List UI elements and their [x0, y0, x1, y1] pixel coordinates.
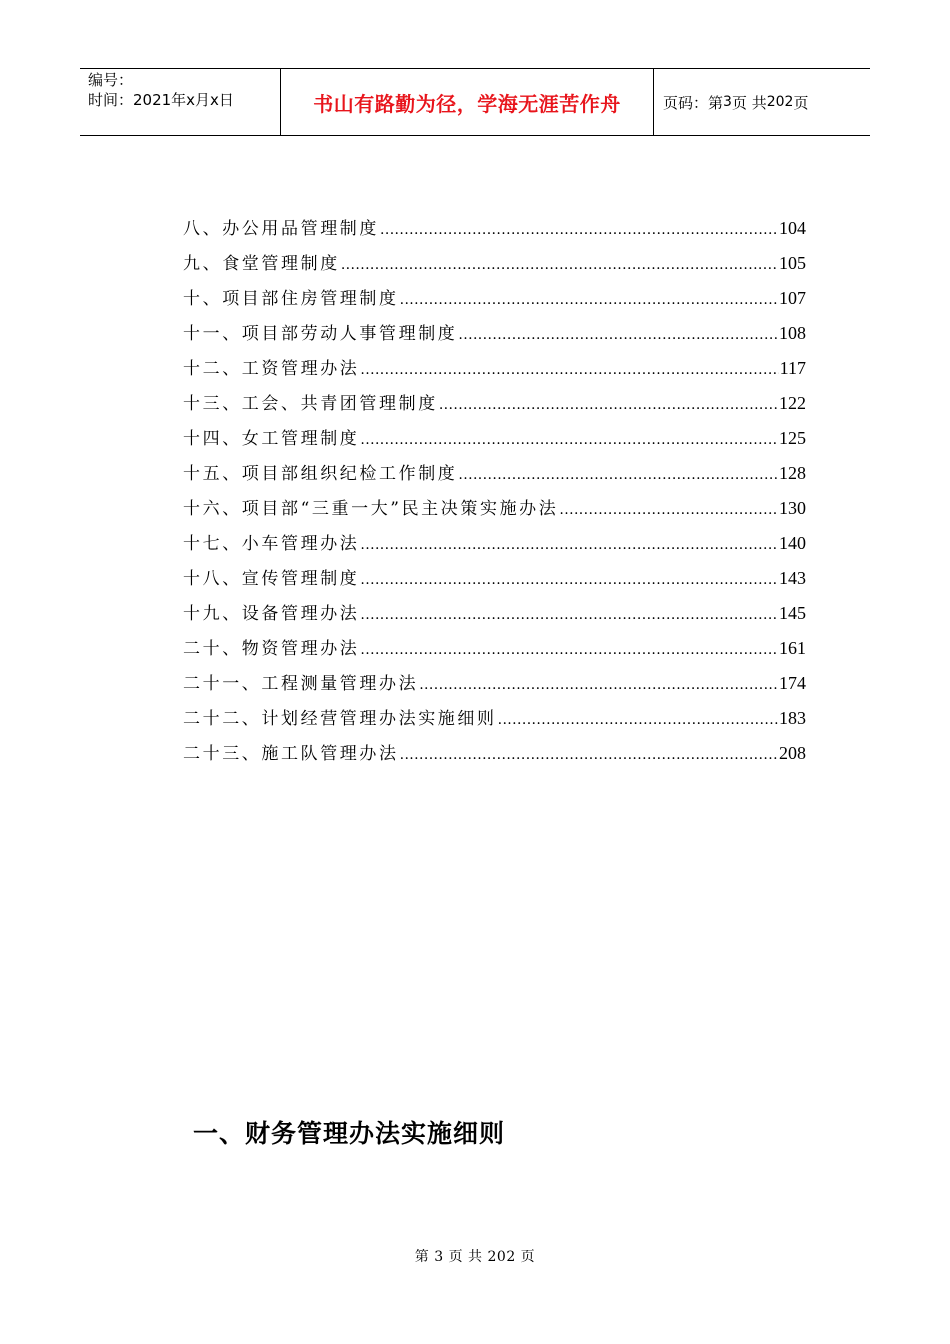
toc-entry-page: 161 [779, 638, 806, 658]
page-total: 202 [766, 94, 794, 110]
toc-entry-label: 八、办公用品管理制度 [183, 219, 379, 239]
toc-entry-page: 105 [779, 253, 806, 273]
page-footer: 第 3 页 共 202 页 [414, 1249, 536, 1265]
toc-leader-dots [360, 598, 778, 633]
page-mid: 页 共 [731, 93, 767, 112]
toc-entry-label: 二十、物资管理办法 [183, 639, 360, 659]
toc-entry-page: 140 [779, 533, 806, 553]
toc-entry-label: 十八、宣传管理制度 [183, 569, 360, 589]
toc-entry[interactable] [183, 561, 806, 596]
header-motto: 书山有路勤为径，学海无涯苦作舟 [281, 69, 654, 135]
toc-entry-label: 十九、设备管理办法 [183, 604, 360, 624]
section-heading: 一、财务管理办法实施细则 [193, 1119, 506, 1148]
toc-entry-page: 117 [779, 358, 806, 378]
toc-entry[interactable] [183, 491, 806, 526]
toc-leader-dots [341, 248, 778, 283]
toc-entry[interactable] [183, 631, 806, 666]
header-meta [80, 69, 281, 135]
toc-entry-label: 十七、小车管理办法 [183, 534, 360, 554]
toc-entry-page: 125 [779, 428, 806, 448]
toc-entry-label: 十、项目部住房管理制度 [183, 289, 399, 309]
toc-entry[interactable] [183, 421, 806, 456]
document-date: 时间：2021年x月x日 [88, 91, 234, 109]
toc-entry[interactable] [183, 596, 806, 631]
toc-entry[interactable] [183, 316, 806, 351]
toc-entry[interactable] [183, 246, 806, 281]
page-header [80, 68, 870, 136]
toc-entry[interactable] [183, 351, 806, 386]
toc-entry[interactable] [183, 666, 806, 701]
toc-entry-label: 二十一、工程测量管理办法 [183, 674, 419, 694]
toc-leader-dots [360, 528, 778, 563]
toc-leader-dots [360, 423, 778, 458]
toc-entry[interactable] [183, 526, 806, 561]
toc-entry[interactable] [183, 456, 806, 491]
document-number-label: 编号： [88, 71, 134, 89]
toc-entry-label: 十三、工会、共青团管理制度 [183, 394, 438, 414]
page-current: 3 [723, 94, 732, 110]
toc-entry-label: 二十三、施工队管理办法 [183, 744, 399, 764]
toc-entry-page: 107 [779, 288, 806, 308]
toc-entry-page: 122 [779, 393, 806, 413]
toc-leader-dots [458, 458, 778, 493]
toc-entry-label: 十五、项目部组织纪检工作制度 [183, 464, 458, 484]
toc-entry[interactable] [183, 736, 806, 771]
page-suffix: 页 [793, 93, 809, 112]
toc-leader-dots [400, 283, 778, 318]
toc-entry[interactable] [183, 386, 806, 421]
toc-entry[interactable] [183, 701, 806, 736]
toc-leader-dots [559, 493, 778, 528]
toc-leader-dots [458, 318, 778, 353]
toc-entry-page: 174 [779, 673, 806, 693]
table-of-contents [183, 211, 806, 771]
toc-entry-page: 183 [779, 708, 806, 728]
toc-leader-dots [380, 213, 778, 248]
toc-leader-dots [360, 633, 778, 668]
toc-entry-label: 九、食堂管理制度 [183, 254, 340, 274]
toc-entry-page: 143 [779, 568, 806, 588]
page-prefix: 页码：第 [663, 93, 724, 112]
toc-entry-page: 145 [779, 603, 806, 623]
toc-entry-label: 二十二、计划经营管理办法实施细则 [183, 709, 497, 729]
toc-entry-page: 108 [779, 323, 806, 343]
toc-entry-page: 128 [779, 463, 806, 483]
toc-leader-dots [419, 668, 778, 703]
header-page-info [654, 69, 870, 135]
toc-leader-dots [439, 388, 778, 423]
toc-leader-dots [360, 563, 778, 598]
toc-leader-dots [360, 353, 778, 388]
toc-entry-label: 十六、项目部“三重一大”民主决策实施办法 [183, 499, 559, 519]
toc-entry-page: 130 [779, 498, 806, 518]
toc-entry-page: 104 [779, 218, 806, 238]
toc-entry-label: 十一、项目部劳动人事管理制度 [183, 324, 458, 344]
toc-entry[interactable] [183, 211, 806, 246]
toc-entry[interactable] [183, 281, 806, 316]
toc-entry-page: 208 [779, 743, 806, 763]
toc-leader-dots [498, 703, 778, 738]
toc-entry-label: 十四、女工管理制度 [183, 429, 360, 449]
toc-leader-dots [400, 738, 778, 773]
toc-entry-label: 十二、工资管理办法 [183, 359, 360, 379]
